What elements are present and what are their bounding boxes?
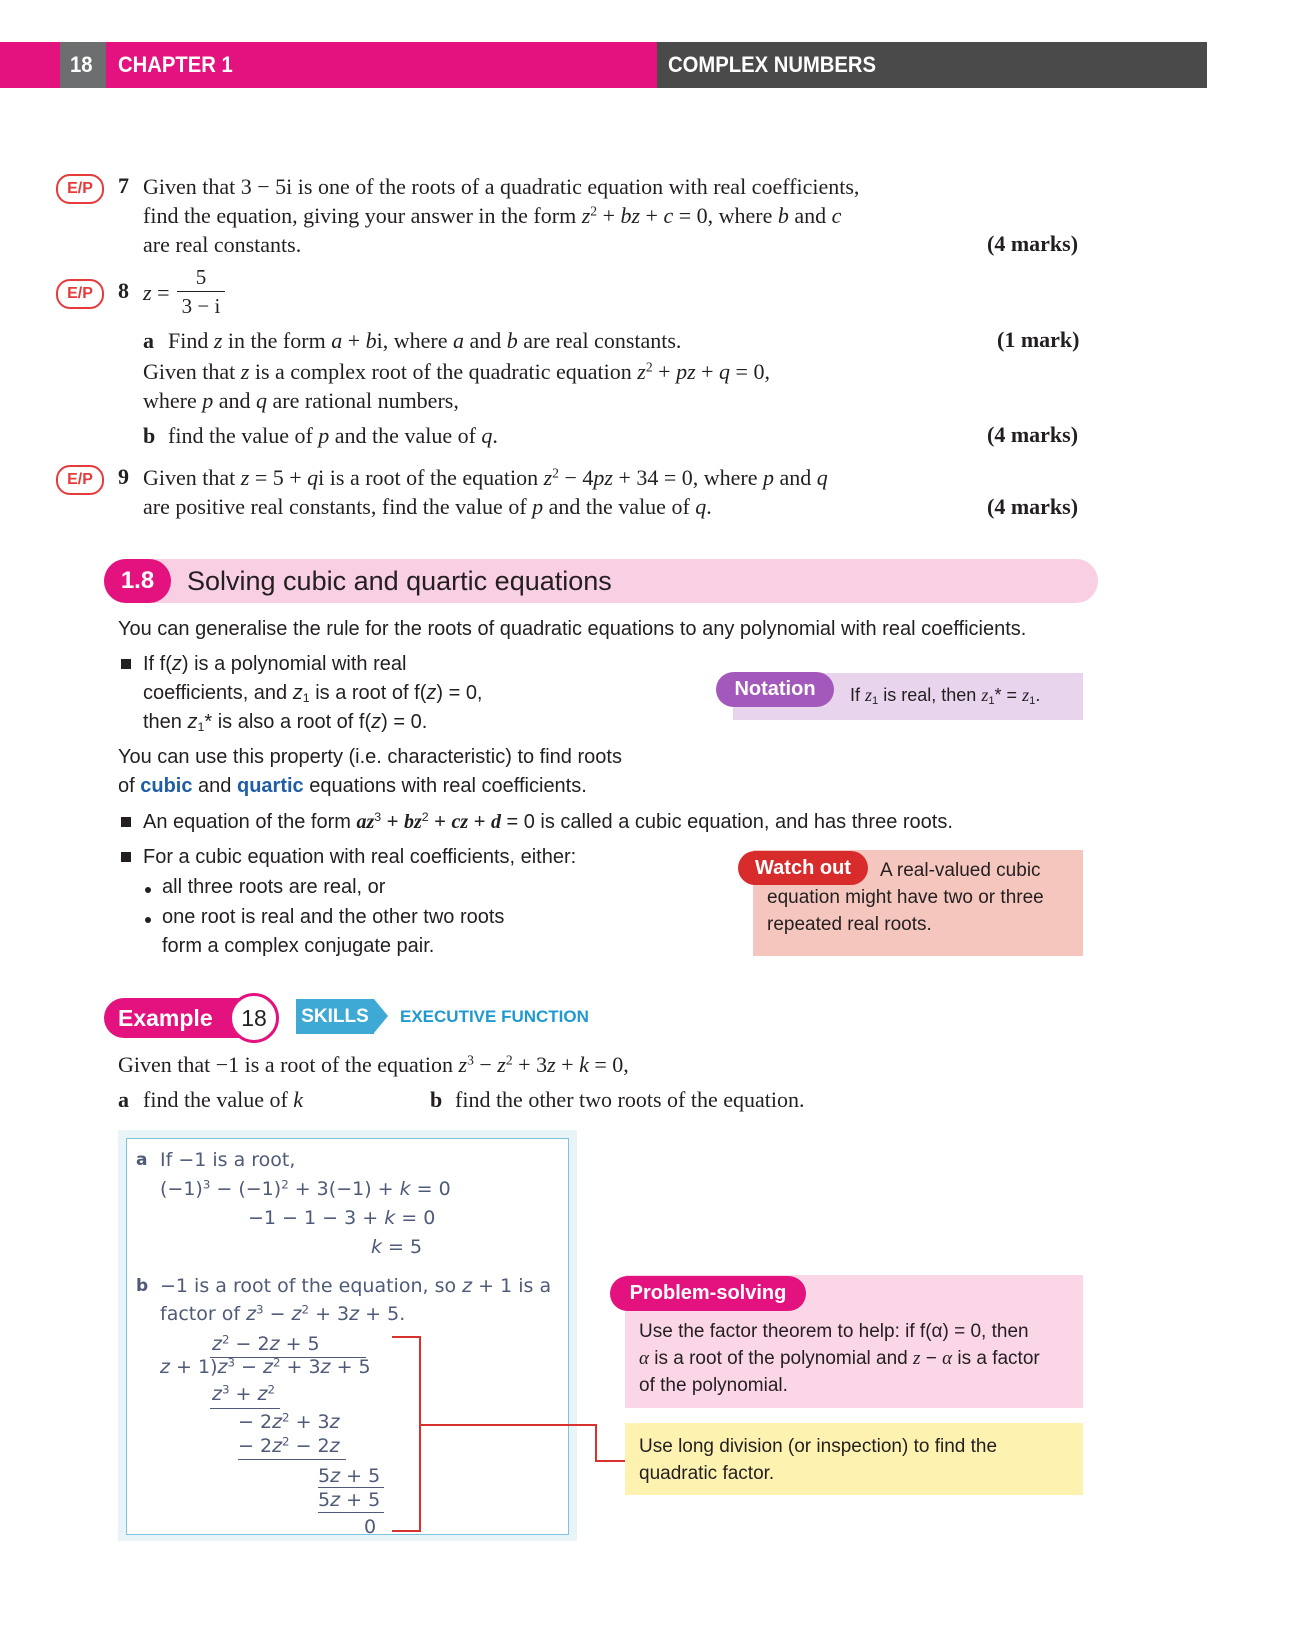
page-number: 18 xyxy=(70,52,93,77)
conjugate-root-rule: If f(z) is a polynomial with real coefficients, and $z_1$ is a root of f(z) = 0, then $z_1*$ is also a root of f(z) = 0. xyxy=(143,653,483,735)
part-letter: b xyxy=(143,423,156,448)
solution-a-line-3: −1 − 1 − 3 + k = 0 xyxy=(248,1207,436,1229)
skills-arrow xyxy=(374,999,388,1033)
connector-drop xyxy=(595,1424,597,1462)
ep-badge: E/P xyxy=(56,465,104,495)
ep-badge: E/P xyxy=(56,174,104,204)
problem-solving-line-2: α is a root of the polynomial and z − α is a factor xyxy=(639,1348,1040,1369)
connector-end xyxy=(595,1460,625,1462)
section-intro: You can generalise the rule for the roots of quadratic equations to any polynomial with real coefficients. xyxy=(118,618,1027,640)
marks: (4 marks) xyxy=(987,494,1079,519)
chapter-label: CHAPTER 1 xyxy=(118,52,233,77)
division-step-3: − $2z^2 - 2z$ xyxy=(238,1434,340,1457)
division-step-5: 5z + 5 xyxy=(318,1489,381,1511)
watch-out-line-3: repeated real roots. xyxy=(767,914,932,935)
skills-tag: SKILLS xyxy=(296,999,374,1034)
ep-badge: E/P xyxy=(56,279,104,309)
watch-out-line-2: equation might have two or three xyxy=(767,887,1044,908)
bullet xyxy=(121,659,131,669)
marks: (4 marks) xyxy=(987,231,1079,256)
solution-b-line-2: factor of $z^3 - z^2 + 3z + 5$. xyxy=(160,1302,406,1325)
section-title: Solving cubic and quartic equations xyxy=(187,566,612,596)
cubic-cases-intro: For a cubic equation with real coefficients, either: xyxy=(143,846,577,868)
question-8-given: Given that z is a complex root of the quadratic equation $z^2$ + pz + q = 0, where p and q are rational numbers, xyxy=(143,359,770,413)
solution-a-line-4: k = 5 xyxy=(371,1236,423,1258)
long-division-note-line-1: Use long division (or inspection) to find the xyxy=(639,1436,998,1457)
watch-out-line-1: A real-valued cubic xyxy=(880,860,1041,881)
connector-line xyxy=(420,1424,596,1426)
property-line-2: of cubic and quartic equations with real coefficients. xyxy=(118,775,587,797)
long-division-note-line-2: quadratic factor. xyxy=(639,1463,775,1484)
problem-solving-line-1: Use the factor theorem to help: if f(α) = 0, then xyxy=(639,1321,1029,1342)
part-letter: a xyxy=(143,328,154,353)
division-step-2: − $2z^2 + 3z$ xyxy=(238,1410,340,1433)
cubic-case-1: all three roots are real, or xyxy=(162,876,386,898)
question-number: 9 xyxy=(118,464,129,489)
division-underline xyxy=(238,1459,346,1460)
question-8a-text: Find z in the form a + bi, where a and b are real constants. xyxy=(168,328,682,353)
solution-part-b-letter: b xyxy=(136,1276,149,1296)
chapter-title: COMPLEX NUMBERS xyxy=(668,52,877,77)
example-number: 18 xyxy=(229,993,279,1043)
z-equals: z = xyxy=(143,280,170,305)
example-question: Given that −1 is a root of the equation $z^3 - z^2 + 3z + k = 0$, xyxy=(118,1052,629,1077)
bullet xyxy=(121,817,131,827)
sub-bullet xyxy=(145,887,151,893)
example-part-b: find the other two roots of the equation. xyxy=(455,1087,805,1112)
question-7-text: Given that 3 − 5i is one of the roots of a quadratic equation with real coefficients, find the equation, giving your answer in the form $z^2$ + bz + c = 0, where b and c are real constants. xyxy=(143,174,860,257)
skills-name: EXECUTIVE FUNCTION xyxy=(400,1007,589,1026)
part-letter: b xyxy=(430,1087,443,1112)
problem-solving-label: Problem-solving xyxy=(610,1276,806,1311)
solution-a-line-1: If −1 is a root, xyxy=(160,1149,296,1171)
solution-a-line-2: $(-1)^3 - (-1)^2 + 3(-1) + k = 0$ xyxy=(160,1177,451,1200)
keyword-quartic: quartic xyxy=(236,775,304,797)
division-step-1: $z^3 + z^2$ xyxy=(212,1382,275,1405)
fraction-numerator: 5 xyxy=(195,265,207,289)
notation-label: Notation xyxy=(716,672,834,707)
problem-solving-line-3: of the polynomial. xyxy=(639,1375,788,1396)
marks: (4 marks) xyxy=(987,422,1079,447)
division-step-4: 5z + 5 xyxy=(318,1465,381,1487)
question-number: 8 xyxy=(118,278,129,303)
question-number: 7 xyxy=(118,173,129,198)
bracket-top xyxy=(392,1336,420,1338)
bracket-bottom xyxy=(392,1530,420,1532)
example-part-a: find the value of k xyxy=(143,1087,304,1112)
cubic-case-2a: one root is real and the other two roots xyxy=(162,906,505,928)
division-quotient: $z^2 - 2z + 5$ xyxy=(212,1332,320,1355)
part-letter: a xyxy=(118,1087,129,1112)
keyword-cubic: cubic xyxy=(140,775,193,797)
example-label: Example xyxy=(118,1005,213,1031)
question-8b-text: find the value of p and the value of q. xyxy=(168,423,498,448)
division-divisor-dividend: $z + 1)z^3 - z^2 + 3z + 5$ xyxy=(160,1355,371,1378)
notation-text: If $z_1$ is real, then $z_1* = z_1$. xyxy=(850,685,1041,707)
watch-out-label: Watch out xyxy=(738,851,868,885)
division-remainder: 0 xyxy=(364,1516,377,1538)
bullet xyxy=(121,852,131,862)
bracket-vertical xyxy=(419,1336,421,1532)
solution-part-a-letter: a xyxy=(136,1150,148,1170)
cubic-definition: An equation of the form $az^3 + bz^2$ + cz + d = 0 is called a cubic equation, and has three roots. xyxy=(143,810,953,833)
section-number: 1.8 xyxy=(104,559,171,603)
solution-b-line-1: −1 is a root of the equation, so z + 1 is a xyxy=(160,1275,552,1297)
property-line-1: You can use this property (i.e. characteristic) to find roots xyxy=(118,746,622,768)
fraction-denominator: 3 − i xyxy=(181,294,221,318)
question-9-text: Given that z = 5 + qi is a root of the equation $z^2 - 4pz + 34 = 0$, where p and q are positive real constants, find the value of p and the value of q. xyxy=(143,465,828,519)
cubic-case-2b: form a complex conjugate pair. xyxy=(162,935,435,957)
marks: (1 mark) xyxy=(997,327,1080,352)
sub-bullet xyxy=(145,917,151,923)
